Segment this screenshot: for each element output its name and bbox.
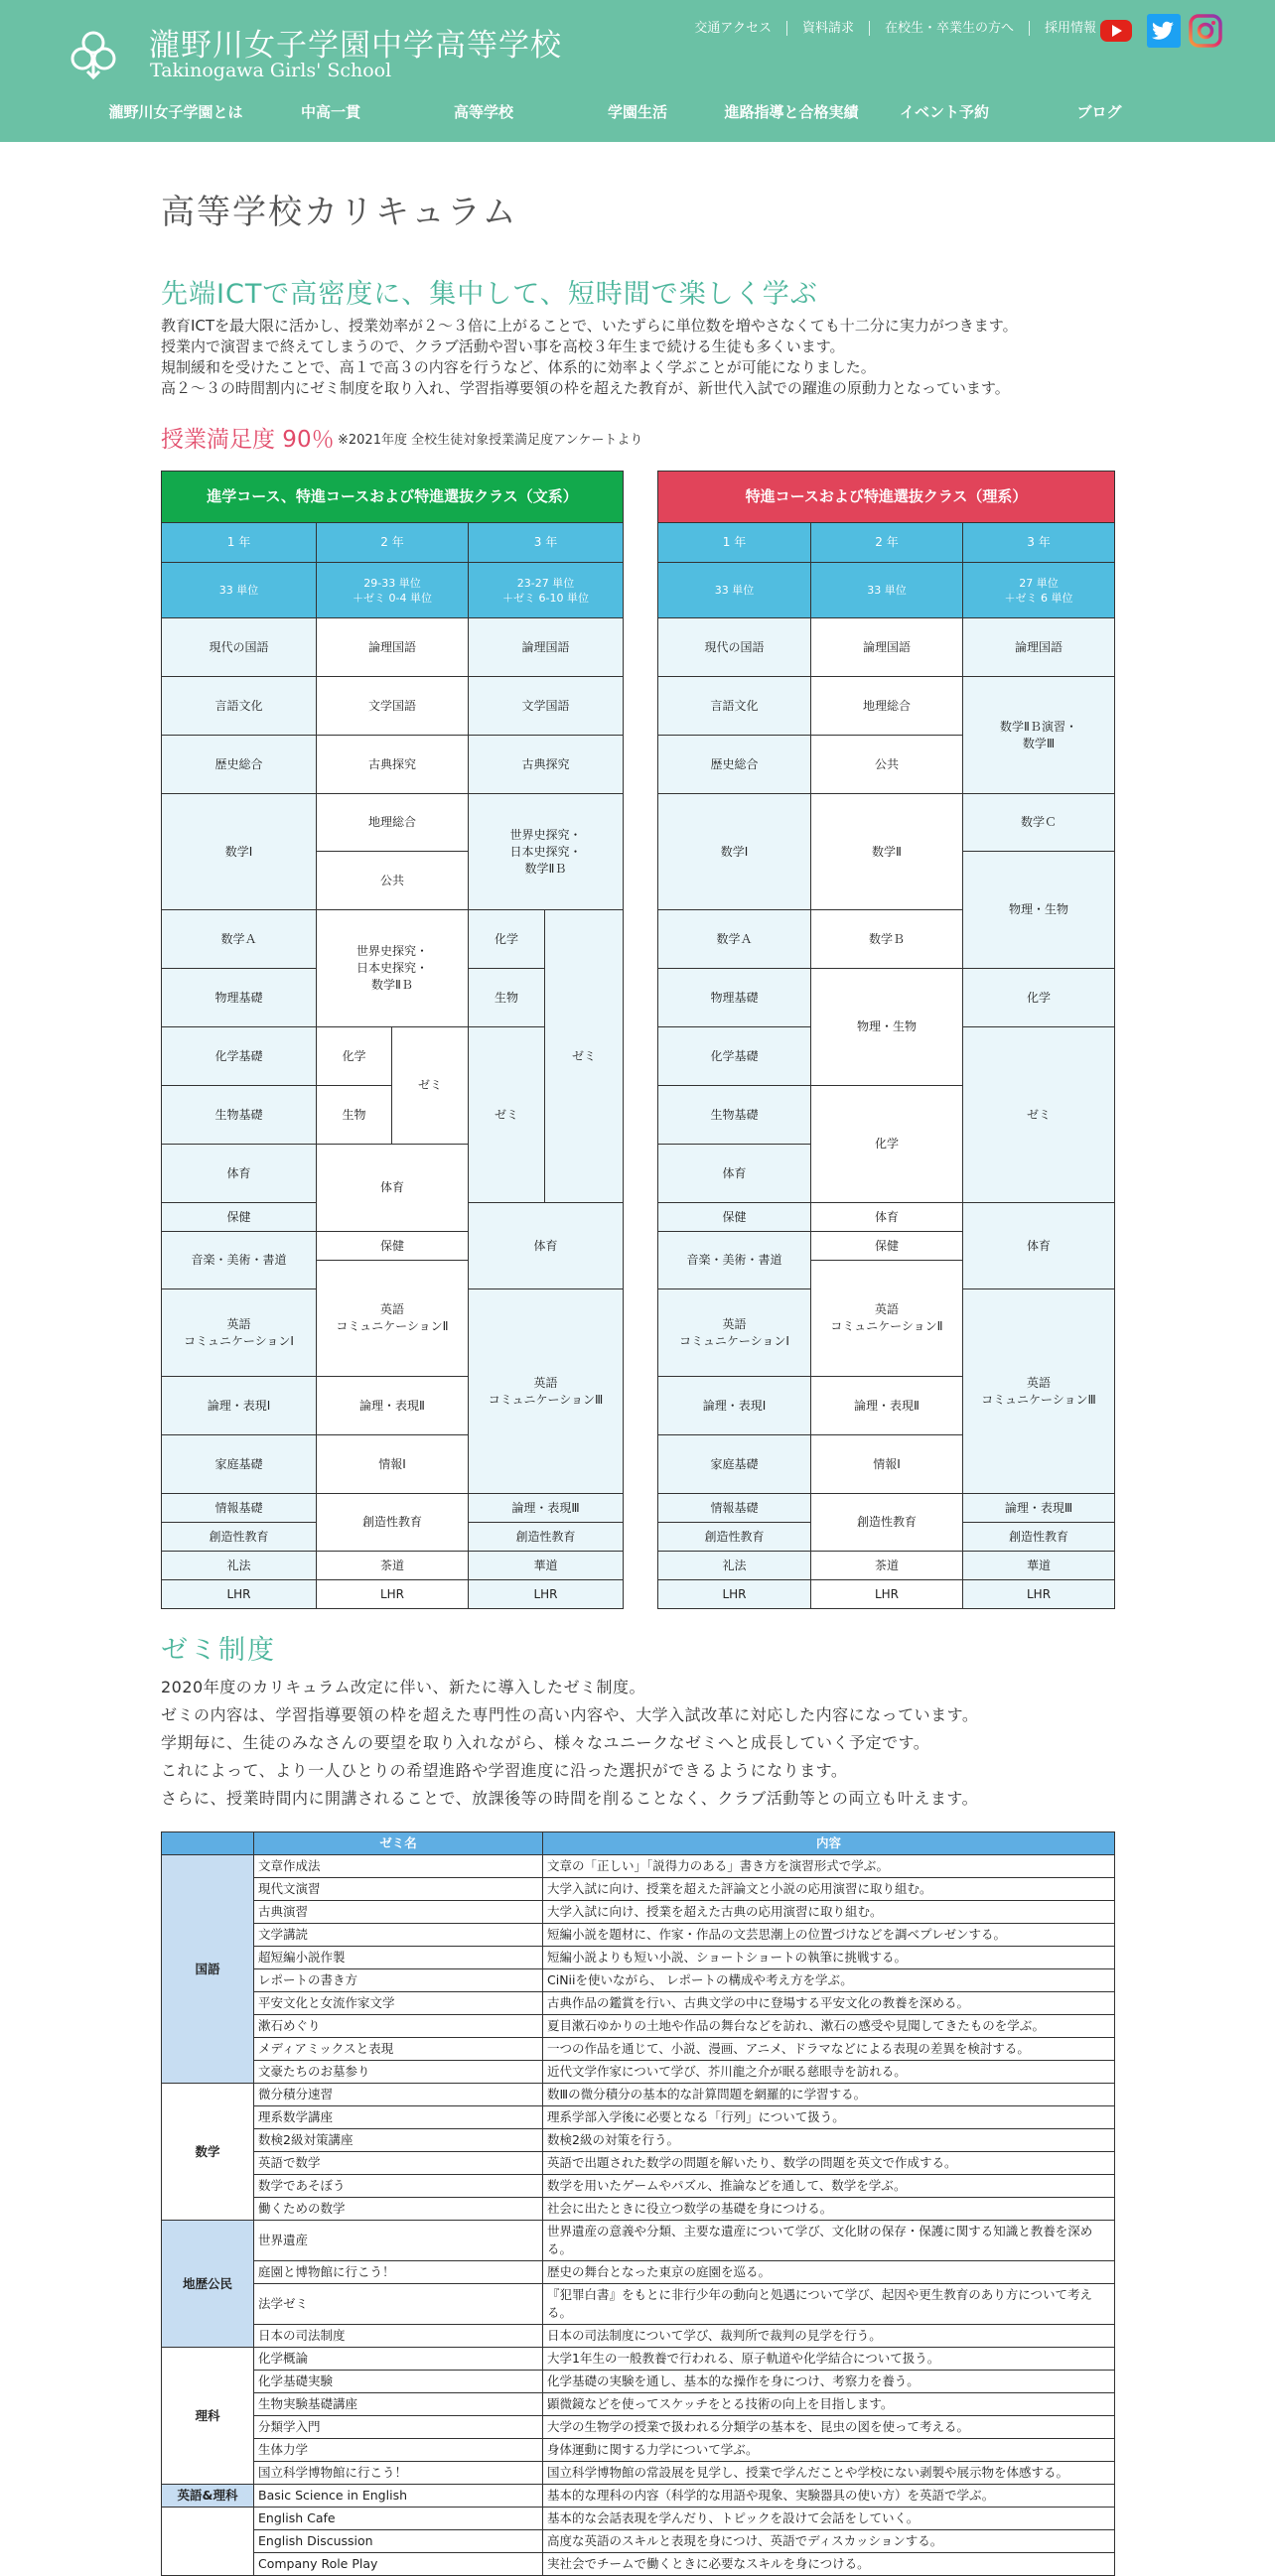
subject-cell: 保健: [162, 1203, 317, 1232]
seminar-name: Basic Science in English: [254, 2485, 543, 2508]
subject-cell: 保健: [317, 1232, 469, 1261]
seminar-description: 基本的な会話表現を学んだり、トピックを設けて会話をしていく。: [543, 2508, 1115, 2530]
seminar-description: 短編小説を題材に、作家・作品の文芸思潮上の位置づけなどを調べプレゼンする。: [543, 1924, 1115, 1947]
category-cell: [162, 2508, 254, 2576]
seminar-name: 国立科学博物館に行こう！: [254, 2462, 543, 2485]
seminar-intro-line: 2020年度のカリキュラム改定に伴い、新たに導入したゼミ制度。: [161, 1678, 646, 1696]
table-header-corner: [162, 1832, 254, 1855]
subject-cell: 数学Ⅰ: [162, 794, 317, 910]
seminar-intro-line: さらに、授業時間内に開講されることで、放課後等の時間を削ることなく、クラブ活動等との両立も叶えます。: [161, 1789, 979, 1808]
subject-cell: 生物: [469, 969, 545, 1027]
subject-cell: 英語 コミュニケーションⅠ: [658, 1289, 811, 1377]
subject-cell: 家庭基礎: [658, 1435, 811, 1494]
subject-cell: 文学国語: [317, 677, 469, 736]
seminar-description: 古典作品の鑑賞を行い、古典文学の中に登場する平安文化の教養を深める。: [543, 1992, 1115, 2015]
units-cell: 33 単位: [658, 563, 811, 618]
subject-cell: 文学国語: [469, 677, 624, 736]
nav-high-school[interactable]: 高等学校: [453, 103, 514, 121]
subject-cell: 英語 コミュニケーションⅡ: [317, 1261, 469, 1377]
table-row: [162, 2462, 1115, 2485]
table-row: [162, 2084, 1115, 2106]
table-row: [162, 2038, 1115, 2061]
table-row: [162, 2485, 1115, 2508]
seminar-name: 微分積分速習: [254, 2084, 543, 2106]
seminar-description: 高度な英語のスキルと表現を身につけ、英語でディスカッションする。: [543, 2530, 1115, 2553]
units-cell: 27 単位 ＋ゼミ 6 単位: [963, 563, 1115, 618]
year-header: 3 年: [963, 523, 1115, 563]
subject-cell: 体育: [963, 1203, 1115, 1289]
units-cell: 23-27 単位 ＋ゼミ 6-10 単位: [469, 563, 624, 618]
subject-cell: LHR: [658, 1580, 811, 1609]
subject-cell: 体育: [162, 1145, 317, 1203]
table-row: [162, 2325, 1115, 2348]
subject-cell: 古典探究: [469, 736, 624, 794]
seminar-description: 理系学部入学後に必要となる「行列」について扱う。: [543, 2106, 1115, 2129]
nav-career[interactable]: 進路指導と合格実績: [724, 103, 859, 121]
subject-cell: ゼミ: [469, 1027, 545, 1203]
table-row: [162, 1855, 1115, 1878]
subject-cell: 数学Ｃ: [963, 794, 1115, 852]
subject-cell: 体育: [658, 1145, 811, 1203]
seminar-intro-line: ゼミの内容は、学習指導要領の枠を超えた専門性の高い内容や、大学入試改革に対応した内容になっています。: [161, 1705, 979, 1724]
subject-cell: 世界史探究・ 日本史探究・ 数学ⅡＢ: [317, 910, 469, 1027]
brochure-link[interactable]: 資料請求: [786, 21, 869, 36]
subject-cell: 歴史総合: [658, 736, 811, 794]
seminar-name: 文豪たちのお墓参り: [254, 2061, 543, 2084]
school-name[interactable]: 瀧野川女子学園中学高等学校: [149, 28, 562, 64]
seminar-name: 分類学入門: [254, 2416, 543, 2439]
seminar-name: 日本の司法制度: [254, 2325, 543, 2348]
category-cell: 数学: [162, 2084, 254, 2221]
subject-cell: ゼミ: [963, 1027, 1115, 1203]
subject-cell: 体育: [317, 1145, 469, 1232]
subject-cell: 創造性教育: [317, 1494, 469, 1552]
seminar-name: 化学基礎実験: [254, 2371, 543, 2393]
subject-cell: LHR: [811, 1580, 963, 1609]
subject-cell: 茶道: [317, 1552, 469, 1580]
seminar-name: 文学講読: [254, 1924, 543, 1947]
subject-cell: 論理・表現Ⅱ: [317, 1377, 469, 1435]
units-cell: 33 単位: [811, 563, 963, 618]
subject-cell: 化学基礎: [162, 1027, 317, 1086]
subject-cell: 茶道: [811, 1552, 963, 1580]
seminar-description: 国立科学博物館の常設展を見学し、授業で学んだことや学校にない剥製や展示物を体感する。: [543, 2462, 1115, 2485]
table-row: [162, 2061, 1115, 2084]
table-row: [162, 2553, 1115, 2576]
table-row: [162, 2015, 1115, 2038]
science-curriculum-table: [657, 471, 1115, 1609]
table-row: [162, 2129, 1115, 2152]
table-row: [162, 2221, 1115, 2261]
seminar-description: 世界遺産の意義や分類、主要な遺産について学び、文化財の保存・保護に関する知識と教養を深める。: [543, 2221, 1115, 2261]
seminar-description: 数Ⅲの微分積分の基本的な計算問題を網羅的に学習する。: [543, 2084, 1115, 2106]
seminar-name: 世界遺産: [254, 2221, 543, 2261]
subject-cell: 保健: [658, 1203, 811, 1232]
subject-cell: 化学: [317, 1027, 392, 1086]
page-title: 高等学校カリキュラム: [161, 193, 518, 232]
subject-cell: 言語文化: [658, 677, 811, 736]
subject-cell: 化学: [469, 910, 545, 969]
seminar-description: 数学を用いたゲームやパズル、推論などを通して、数学を学ぶ。: [543, 2175, 1115, 2198]
subject-cell: 華道: [469, 1552, 624, 1580]
subject-cell: LHR: [963, 1580, 1115, 1609]
seminar-name: 英語で数学: [254, 2152, 543, 2175]
subject-cell: 論理・表現Ⅰ: [162, 1377, 317, 1435]
category-cell: 英語&理科: [162, 2485, 254, 2508]
subject-cell: 言語文化: [162, 677, 317, 736]
subject-cell: 数学Ⅱ: [811, 794, 963, 910]
table-row: [162, 2393, 1115, 2416]
subject-cell: 家庭基礎: [162, 1435, 317, 1494]
subject-cell: 数学Ａ: [658, 910, 811, 969]
site-header: [0, 0, 1275, 142]
subject-cell: 論理・表現Ⅲ: [963, 1494, 1115, 1523]
subject-cell: 創造性教育: [811, 1494, 963, 1552]
subject-cell: 論理国語: [811, 618, 963, 677]
intro-line: 規制緩和を受けたことで、高１で高３の内容を行うなど、体系的に効率よく学ぶことが可能になりました。: [161, 358, 876, 376]
subject-cell: ゼミ: [392, 1027, 469, 1145]
subject-cell: 礼法: [162, 1552, 317, 1580]
subject-cell: 化学基礎: [658, 1027, 811, 1086]
subject-cell: LHR: [469, 1580, 624, 1609]
subject-cell: LHR: [162, 1580, 317, 1609]
table-row: [162, 2530, 1115, 2553]
nav-events[interactable]: イベント予約: [899, 103, 990, 121]
subject-cell: 化学: [963, 969, 1115, 1027]
seminar-name: 漱石めぐり: [254, 2015, 543, 2038]
subject-cell: 物理・生物: [811, 969, 963, 1086]
table-title: 進学コース、特進コースおよび特進選抜クラス（文系）: [162, 472, 624, 523]
seminar-description: 歴史の舞台となった東京の庭園を巡る。: [543, 2261, 1115, 2284]
nav-junior-high[interactable]: 中高一貫: [300, 103, 361, 121]
access-link[interactable]: 交通アクセス: [694, 21, 772, 36]
table-row: [162, 2439, 1115, 2462]
subject-cell: 物理基礎: [162, 969, 317, 1027]
subject-cell: 情報基礎: [658, 1494, 811, 1523]
seminar-description: 身体運動に関する力学について学ぶ。: [543, 2439, 1115, 2462]
subject-cell: 数学ⅡＢ演習・ 数学Ⅲ: [963, 677, 1115, 794]
subject-cell: 創造性教育: [658, 1523, 811, 1552]
subject-cell: 論理・表現Ⅰ: [658, 1377, 811, 1435]
seminar-description: 夏目漱石ゆかりの土地や作品の舞台などを訪れ、漱石の感受や見聞してきたものを学ぶ。: [543, 2015, 1115, 2038]
seminar-name: 働くための数学: [254, 2198, 543, 2221]
main-nav: [0, 101, 1275, 127]
units-cell: 33 単位: [162, 563, 317, 618]
satisfaction-score: 授業満足度 90％: [161, 427, 335, 453]
seminar-name: 数検2級対策講座: [254, 2129, 543, 2152]
subject-cell: 物理基礎: [658, 969, 811, 1027]
subject-cell: 数学Ⅰ: [658, 794, 811, 910]
seminar-name: 数学であそぼう: [254, 2175, 543, 2198]
table-row: [162, 2284, 1115, 2325]
instagram-icon[interactable]: [1189, 14, 1222, 48]
table-row: [162, 1878, 1115, 1901]
seminar-description: 社会に出たときに役立つ数学の基礎を身につける。: [543, 2198, 1115, 2221]
seminar-description: 化学基礎の実験を通し、基本的な操作を身につけ、考察力を養う。: [543, 2371, 1115, 2393]
subject-cell: 体育: [811, 1203, 963, 1232]
subject-cell: LHR: [317, 1580, 469, 1609]
recruit-link[interactable]: 採用情報: [1029, 21, 1111, 36]
youtube-icon[interactable]: [1099, 14, 1133, 48]
table-row: [162, 2198, 1115, 2221]
subject-cell: 英語 コミュニケーションⅠ: [162, 1289, 317, 1377]
subject-cell: 化学: [811, 1086, 963, 1203]
subject-cell: 英語 コミュニケーションⅡ: [811, 1261, 963, 1377]
subject-cell: 華道: [963, 1552, 1115, 1580]
subject-cell: ゼミ: [545, 910, 624, 1203]
seminar-description: 顕微鏡などを使ってスケッチをとる技術の向上を目指します。: [543, 2393, 1115, 2416]
satisfaction-note: ※2021年度 全校生徒対象授業満足度アンケートより: [338, 433, 643, 448]
subject-cell: 論理・表現Ⅲ: [469, 1494, 624, 1523]
intro-line: 教育ICTを最大限に活かし、授業効率が２～３倍に上がることで、いたずらに単位数を増やさなくても十二分に実力がつきます。: [161, 317, 1018, 335]
seminar-description: 一つの作品を通じて、小説、漫画、アニメ、ドラマなどによる表現の差異を検討する。: [543, 2038, 1115, 2061]
table-row: [162, 2416, 1115, 2439]
subject-cell: 論理・表現Ⅱ: [811, 1377, 963, 1435]
subject-cell: 情報Ⅰ: [811, 1435, 963, 1494]
seminar-description: 大学入試に向け、授業を超えた評論文と小説の応用演習に取り組む。: [543, 1878, 1115, 1901]
seminar-description: 近代文学作家について学び、芥川龍之介が眠る慈眼寺を訪れる。: [543, 2061, 1115, 2084]
table-row: [162, 2175, 1115, 2198]
seminar-name: 古典演習: [254, 1901, 543, 1924]
subject-cell: 生物基礎: [162, 1086, 317, 1145]
subject-cell: 創造性教育: [469, 1523, 624, 1552]
seminar-name: 生物実験基礎講座: [254, 2393, 543, 2416]
seminar-name: 化学概論: [254, 2348, 543, 2371]
table-row: [162, 1924, 1115, 1947]
subject-cell: 音楽・美術・書道: [162, 1232, 317, 1289]
seminar-name: 理系数学講座: [254, 2106, 543, 2129]
table-title: 特進コースおよび特進選抜クラス（理系）: [658, 472, 1115, 523]
category-cell: 理科: [162, 2348, 254, 2485]
intro-line: 授業内で演習まで終えてしまうので、クラブ活動や習い事を高校３年生まで続ける生徒も多くいます。: [161, 338, 845, 355]
seminar-intro-line: これによって、より一人ひとりの希望進路や学習進度に沿った選択ができるようになります。: [161, 1761, 848, 1780]
seminar-description: 実社会でチームで働くときに必要なスキルを身につける。: [543, 2553, 1115, 2576]
utility-links: [679, 21, 1111, 36]
table-row: [162, 2508, 1115, 2530]
subject-cell: 創造性教育: [162, 1523, 317, 1552]
nav-about[interactable]: 瀧野川女子学園とは: [108, 103, 243, 121]
school-name-en: Takinogawa Girls' School: [150, 60, 392, 81]
seminar-name: メディアミックスと表現: [254, 2038, 543, 2061]
intro-text: [161, 316, 1018, 399]
table-header: ゼミ名: [254, 1832, 543, 1855]
subject-cell: 生物: [317, 1086, 392, 1145]
subject-cell: 現代の国語: [162, 618, 317, 677]
nav-blog[interactable]: ブログ: [1076, 103, 1122, 121]
seminar-name: 文章作成法: [254, 1855, 543, 1878]
table-header: 内容: [543, 1832, 1115, 1855]
seminar-name: English Discussion: [254, 2530, 543, 2553]
table-row: [162, 2106, 1115, 2129]
year-header: 2 年: [317, 523, 469, 563]
seminar-description: 基本的な理科の内容（科学的な用語や現象、実験器具の使い方）を英語で学ぶ。: [543, 2485, 1115, 2508]
twitter-icon[interactable]: [1147, 14, 1181, 48]
subject-cell: 地理総合: [811, 677, 963, 736]
seminar-description: 日本の司法制度について学び、裁判所で裁判の見学を行う。: [543, 2325, 1115, 2348]
table-row: [162, 1947, 1115, 1969]
seminar-name: 庭園と博物館に行こう！: [254, 2261, 543, 2284]
subject-cell: 論理国語: [963, 618, 1115, 677]
seminar-name: 平安文化と女流作家文学: [254, 1992, 543, 2015]
subject-cell: 公共: [811, 736, 963, 794]
table-row: [162, 2261, 1115, 2284]
school-crest-icon[interactable]: [66, 26, 121, 81]
subject-cell: 情報Ⅰ: [317, 1435, 469, 1494]
subject-cell: 生物基礎: [658, 1086, 811, 1145]
seminar-name: 現代文演習: [254, 1878, 543, 1901]
subject-cell: 公共: [317, 852, 469, 910]
subject-cell: 論理国語: [317, 618, 469, 677]
year-header: 1 年: [658, 523, 811, 563]
seminar-name: 法学ゼミ: [254, 2284, 543, 2325]
subject-cell: 地理総合: [317, 794, 469, 852]
units-cell: 29-33 単位 ＋ゼミ 0-4 単位: [317, 563, 469, 618]
seminar-description: 文章の「正しい」「説得力のある」書き方を演習形式で学ぶ。: [543, 1855, 1115, 1878]
table-row: [162, 2152, 1115, 2175]
seminar-description: 数検2級の対策を行う。: [543, 2129, 1115, 2152]
table-row: [162, 2371, 1115, 2393]
seminar-intro: [161, 1674, 978, 1813]
subject-cell: 物理・生物: [963, 852, 1115, 969]
alumni-link[interactable]: 在校生・卒業生の方へ: [869, 21, 1029, 36]
lead-heading: 先端ICTで高密度に、集中して、短時間で楽しく学ぶ: [161, 279, 818, 310]
subject-cell: 数学Ｂ: [811, 910, 963, 969]
seminar-description: 大学の生物学の授業で扱われる分類学の基本を、昆虫の図を使って考える。: [543, 2416, 1115, 2439]
table-row: [162, 2348, 1115, 2371]
subject-cell: 論理国語: [469, 618, 624, 677]
seminar-description: 大学1年生の一般教養で行われる、原子軌道や化学結合について扱う。: [543, 2348, 1115, 2371]
humanities-curriculum-table: [161, 471, 624, 1609]
subject-cell: 現代の国語: [658, 618, 811, 677]
year-header: 3 年: [469, 523, 624, 563]
category-cell: 地歴公民: [162, 2221, 254, 2348]
subject-cell: 情報基礎: [162, 1494, 317, 1523]
seminar-name: Company Role Play: [254, 2553, 543, 2576]
seminar-name: 生体力学: [254, 2439, 543, 2462]
seminar-intro-line: 学期毎に、生徒のみなさんの要望を取り入れながら、様々なユニークなゼミへと成長していく予定です。: [161, 1733, 930, 1752]
subject-cell: 保健: [811, 1232, 963, 1261]
subject-cell: 数学Ａ: [162, 910, 317, 969]
table-row: [162, 1901, 1115, 1924]
seminar-name: 超短編小説作製: [254, 1947, 543, 1969]
table-row: [162, 1969, 1115, 1992]
subject-cell: 音楽・美術・書道: [658, 1232, 811, 1289]
nav-school-life[interactable]: 学園生活: [607, 103, 668, 121]
seminar-description: CiNiiを使いながら、 レポートの構成や考え方を学ぶ。: [543, 1969, 1115, 1992]
category-cell: 国語: [162, 1855, 254, 2084]
seminar-heading: ゼミ制度: [161, 1635, 276, 1666]
subject-cell: 歴史総合: [162, 736, 317, 794]
year-header: 1 年: [162, 523, 317, 563]
intro-line: 高２～３の時間割内にゼミ制度を取り入れ、学習指導要領の枠を超えた教育が、新世代入試での躍進の原動力となっています。: [161, 379, 1010, 397]
seminar-description: 『犯罪白書』をもとに非行少年の動向と処遇について学び、起因や更生教育のあり方について考える。: [543, 2284, 1115, 2325]
seminar-name: レポートの書き方: [254, 1969, 543, 1992]
subject-cell: 礼法: [658, 1552, 811, 1580]
seminar-description: 大学入試に向け、授業を超えた古典の応用演習に取り組む。: [543, 1901, 1115, 1924]
subject-cell: 古典探究: [317, 736, 469, 794]
subject-cell: 体育: [469, 1203, 624, 1289]
seminar-description: 短編小説よりも短い小説、ショートショートの執筆に挑戦する。: [543, 1947, 1115, 1969]
subject-cell: 世界史探究・ 日本史探究・ 数学ⅡＢ: [469, 794, 624, 910]
subject-cell: 英語 コミュニケーションⅢ: [469, 1289, 624, 1494]
year-header: 2 年: [811, 523, 963, 563]
table-row: [162, 1992, 1115, 2015]
seminar-description: 英語で出題された数学の問題を解いたり、数学の問題を英文で作成する。: [543, 2152, 1115, 2175]
subject-cell: 創造性教育: [963, 1523, 1115, 1552]
seminar-table: [161, 1831, 1115, 2576]
seminar-name: English Cafe: [254, 2508, 543, 2530]
subject-cell: 英語 コミュニケーションⅢ: [963, 1289, 1115, 1494]
